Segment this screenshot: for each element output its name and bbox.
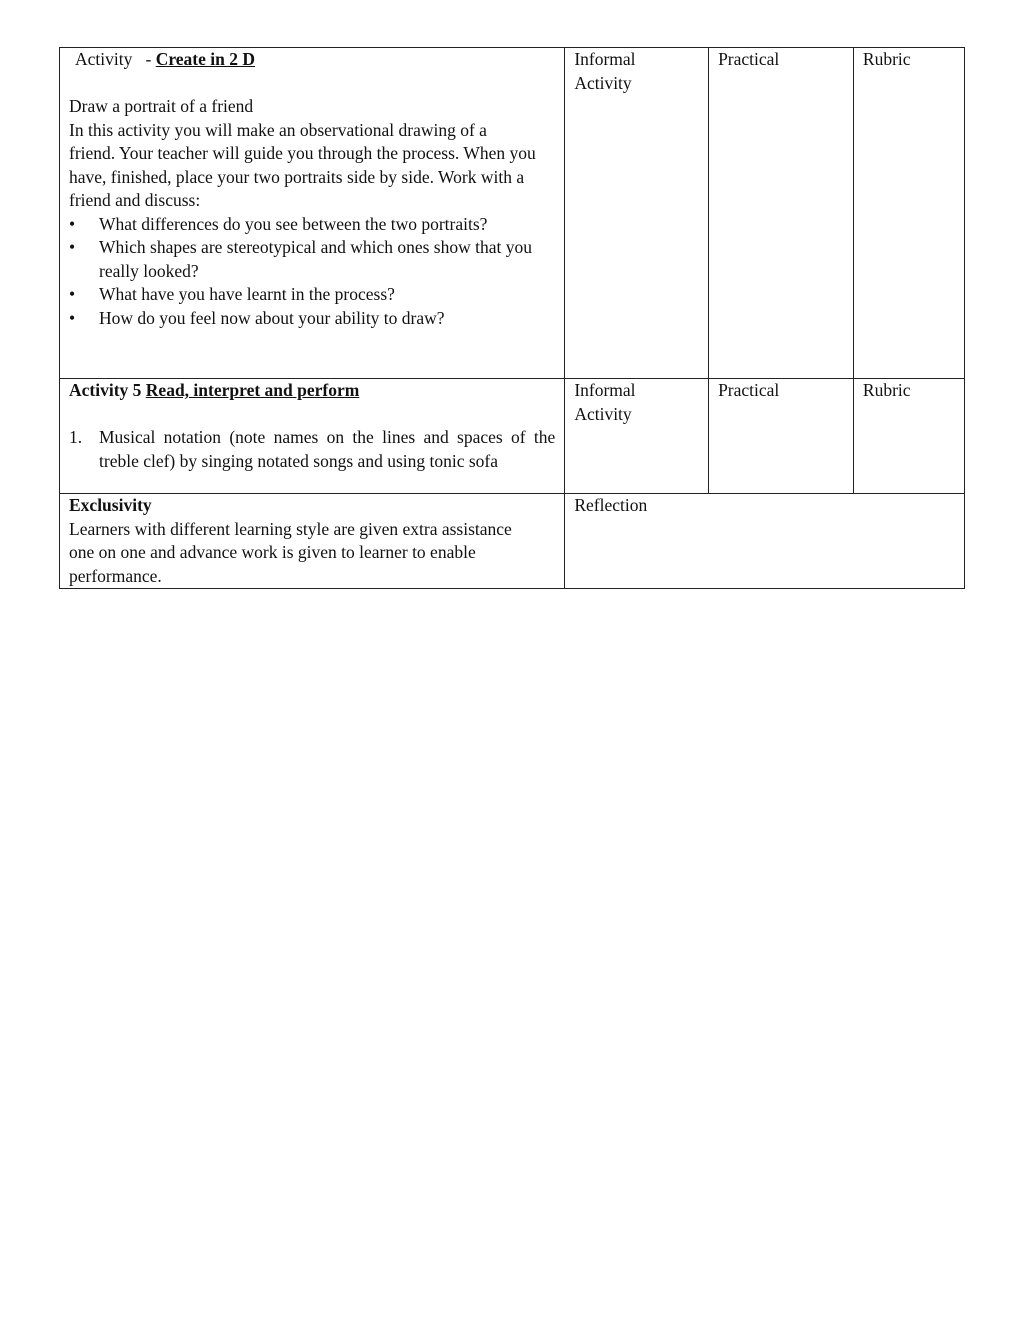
assessment-method-cell: Practical	[709, 48, 854, 379]
exclusivity-text: Learners with different learning style are given extra assistance one on one and advance work is given to learner to enable performance.	[69, 518, 512, 586]
activity-prefix: Activity -	[75, 49, 156, 69]
activity-description-cell	[60, 48, 565, 379]
exclusivity-heading: Exclusivity	[69, 495, 152, 515]
assessment-method-cell: Practical	[709, 379, 854, 494]
exclusivity-cell	[60, 494, 565, 589]
activity-type-cell: Informal Activity	[565, 48, 709, 379]
table-row	[60, 379, 965, 494]
list-item: • Which shapes are stereotypical and which ones show that you really looked?	[69, 236, 555, 283]
activity-title: Create in 2 D	[155, 49, 255, 69]
activity-prefix: Activity 5	[69, 380, 146, 400]
table-row	[60, 494, 965, 589]
reflection-cell: Reflection	[565, 494, 965, 589]
activity-subtitle: Draw a portrait of a friend	[69, 96, 254, 116]
list-item	[69, 426, 555, 473]
assessment-tool-cell: Rubric	[853, 379, 964, 494]
assessment-table	[59, 47, 965, 589]
assessment-tool-cell: Rubric	[853, 48, 964, 379]
activity-type-cell: Informal Activity	[565, 379, 709, 494]
document-page	[59, 47, 965, 589]
table-row	[60, 48, 965, 379]
activity-body: In this activity you will make an observational drawing of a friend. Your teacher will guide you through the process. When you have, finished, place your two portraits side by side. Work with a friend and discuss:	[69, 119, 536, 210]
activity-heading	[69, 48, 555, 72]
list-item-text: Musical notation (note names on the lines and spaces of the treble clef) by singing notated songs and using tonic sofa	[99, 427, 556, 471]
discussion-list	[69, 213, 555, 331]
activity-title: Read, interpret and perform	[145, 380, 360, 400]
list-number: 1.	[69, 427, 83, 447]
activity-heading	[69, 379, 555, 403]
list-item: • How do you feel now about your ability to draw?	[69, 307, 555, 331]
numbered-list	[69, 426, 555, 473]
list-item: • What differences do you see between the two portraits?	[69, 213, 555, 237]
list-item: • What have you have learnt in the process?	[69, 283, 555, 307]
activity-description-cell	[60, 379, 565, 494]
